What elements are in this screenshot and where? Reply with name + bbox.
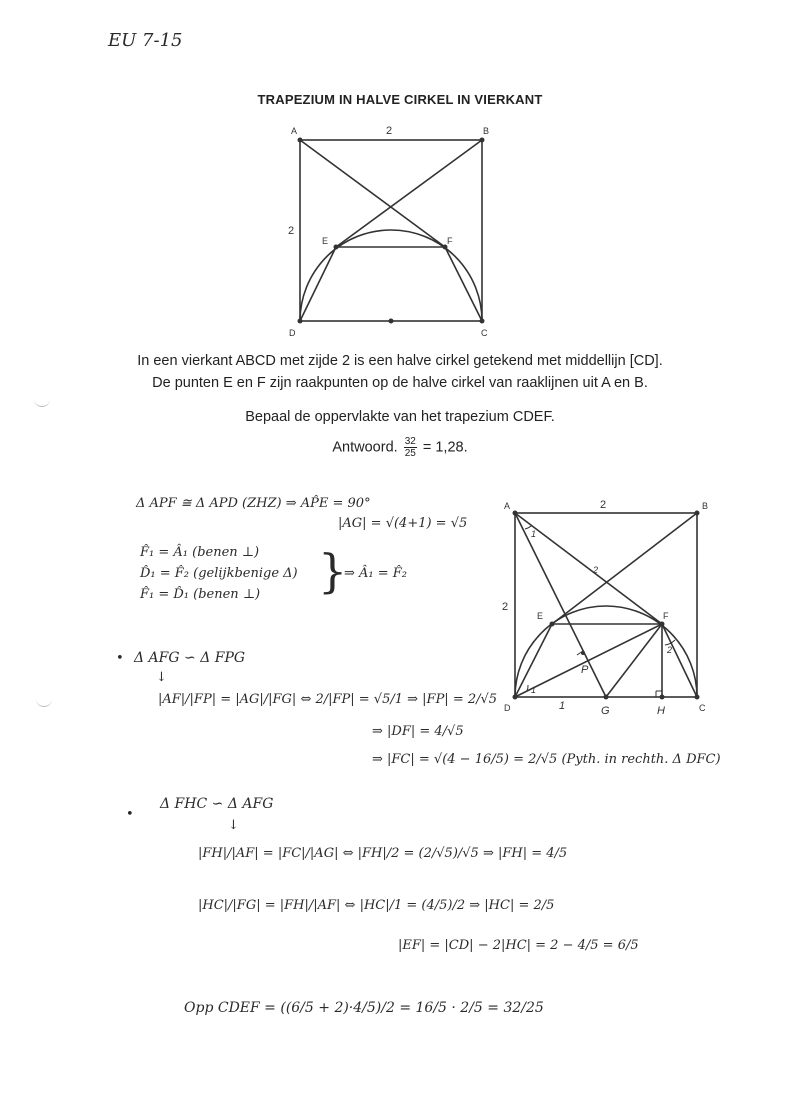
side-label-top-2: 2 bbox=[600, 499, 607, 511]
label-d: D bbox=[289, 328, 296, 338]
tangent-af bbox=[300, 140, 445, 247]
segment-cf-2 bbox=[662, 624, 697, 697]
side-label-top: 2 bbox=[386, 125, 393, 137]
hand-line-5: F̂₁ = D̂₁ (benen ⊥) bbox=[140, 587, 261, 602]
arrow-down-1: ↓ bbox=[156, 670, 167, 685]
hand-line-11: Δ FHC ∽ Δ AFG bbox=[160, 796, 274, 812]
arrow-down-2: ↓ bbox=[228, 818, 239, 833]
answer-fraction bbox=[404, 436, 417, 459]
hand-line-7: Δ AFG ∽ Δ FPG bbox=[134, 650, 246, 666]
label-g-2: G bbox=[601, 705, 610, 717]
figure-square-semicircle bbox=[280, 120, 500, 345]
answer-label: Antwoord. bbox=[332, 439, 398, 456]
answer-result: = 1,28. bbox=[422, 439, 468, 456]
hand-line-15: Opp CDEF = ((6/5 + 2)·4/5)/2 = 16/5 · 2/5 = 32/25 bbox=[184, 1000, 544, 1016]
segment-gf bbox=[606, 624, 662, 697]
side-label-left-2: 2 bbox=[502, 601, 509, 613]
label-d-2: D bbox=[504, 703, 511, 713]
side-label-left: 2 bbox=[288, 225, 295, 237]
angle-label-d1: 1 bbox=[531, 685, 537, 695]
angle-label-a1: 1 bbox=[531, 529, 537, 539]
label-a-2: A bbox=[504, 501, 511, 511]
hand-line-12: |FH|/|AF| = |FC|/|AG| ⇔ |FH|/2 = (2/√5)/√5 ⇒ |FH| = 4/5 bbox=[198, 846, 568, 861]
tangent-be bbox=[336, 140, 482, 247]
segment-de bbox=[300, 247, 336, 321]
hand-line-2: |AG| = √(4+1) = √5 bbox=[338, 516, 468, 531]
answer bbox=[0, 436, 800, 459]
label-f: F bbox=[447, 236, 453, 246]
square-abcd-2 bbox=[515, 513, 697, 697]
hand-line-10: ⇒ |FC| = √(4 − 16/5) = 2/√5 (Pyth. in rechth. Δ DFC) bbox=[372, 752, 721, 767]
angle-label-mid: 2 bbox=[593, 565, 599, 575]
problem-statement bbox=[0, 350, 800, 394]
task-text: Bepaal de oppervlakte van het trapezium CDEF. bbox=[245, 409, 555, 425]
hand-line-14: |EF| = |CD| − 2|HC| = 2 − 4/5 = 6/5 bbox=[398, 938, 639, 953]
answer-denominator: 25 bbox=[404, 448, 416, 459]
label-a: A bbox=[291, 126, 298, 136]
label-dg-length: 1 bbox=[559, 700, 566, 712]
label-c: C bbox=[481, 328, 488, 338]
hand-line-13: |HC|/|FG| = |FH|/|AF| ⇔ |HC|/1 = (4/5)/2 ⇒ |HC| = 2/5 bbox=[198, 898, 555, 913]
hand-line-6: ⇒ Â₁ = F̂₂ bbox=[344, 566, 408, 581]
problem-line-2: De punten E en F zijn raakpunten op de halve cirkel van raaklijnen uit A en B. bbox=[152, 375, 648, 391]
label-e-2: E bbox=[537, 611, 544, 621]
brace: } bbox=[318, 544, 348, 598]
figure-construction bbox=[495, 495, 720, 720]
bullet-1: • bbox=[116, 651, 124, 666]
label-f-2: F bbox=[663, 611, 669, 621]
answer-numerator: 32 bbox=[404, 436, 416, 447]
label-e: E bbox=[322, 236, 329, 246]
scan-mark-1 bbox=[34, 396, 50, 407]
hand-line-9: ⇒ |DF| = 4/√5 bbox=[372, 724, 464, 739]
label-p-2: P bbox=[581, 664, 589, 676]
hand-line-8: |AF|/|FP| = |AG|/|FG| ⇔ 2/|FP| = √5/1 ⇒ |FP| = 2/√5 bbox=[158, 692, 498, 707]
corner-note: EU 7-15 bbox=[108, 30, 183, 51]
problem-line-1: In een vierkant ABCD met zijde 2 is een halve cirkel getekend met middellijn [CD]. bbox=[137, 353, 663, 369]
segment-cf bbox=[445, 247, 482, 321]
bullet-2: • bbox=[126, 807, 134, 822]
page-title: TRAPEZIUM IN HALVE CIRKEL IN VIERKANT bbox=[257, 92, 543, 107]
scan-mark-2 bbox=[36, 696, 52, 707]
label-b: B bbox=[483, 126, 490, 136]
label-h-2: H bbox=[657, 705, 665, 717]
hand-line-4: D̂₁ = F̂₂ (gelijkbenige Δ) bbox=[140, 566, 298, 581]
label-b-2: B bbox=[702, 501, 709, 511]
label-c-2: C bbox=[699, 703, 706, 713]
hand-line-3: F̂₁ = Â₁ (benen ⊥) bbox=[140, 545, 260, 560]
hand-line-1: Δ APF ≅ Δ APD (ZHZ) ⇒ AP̂E = 90° bbox=[136, 496, 371, 511]
angle-label-f2: 2 bbox=[667, 645, 673, 655]
